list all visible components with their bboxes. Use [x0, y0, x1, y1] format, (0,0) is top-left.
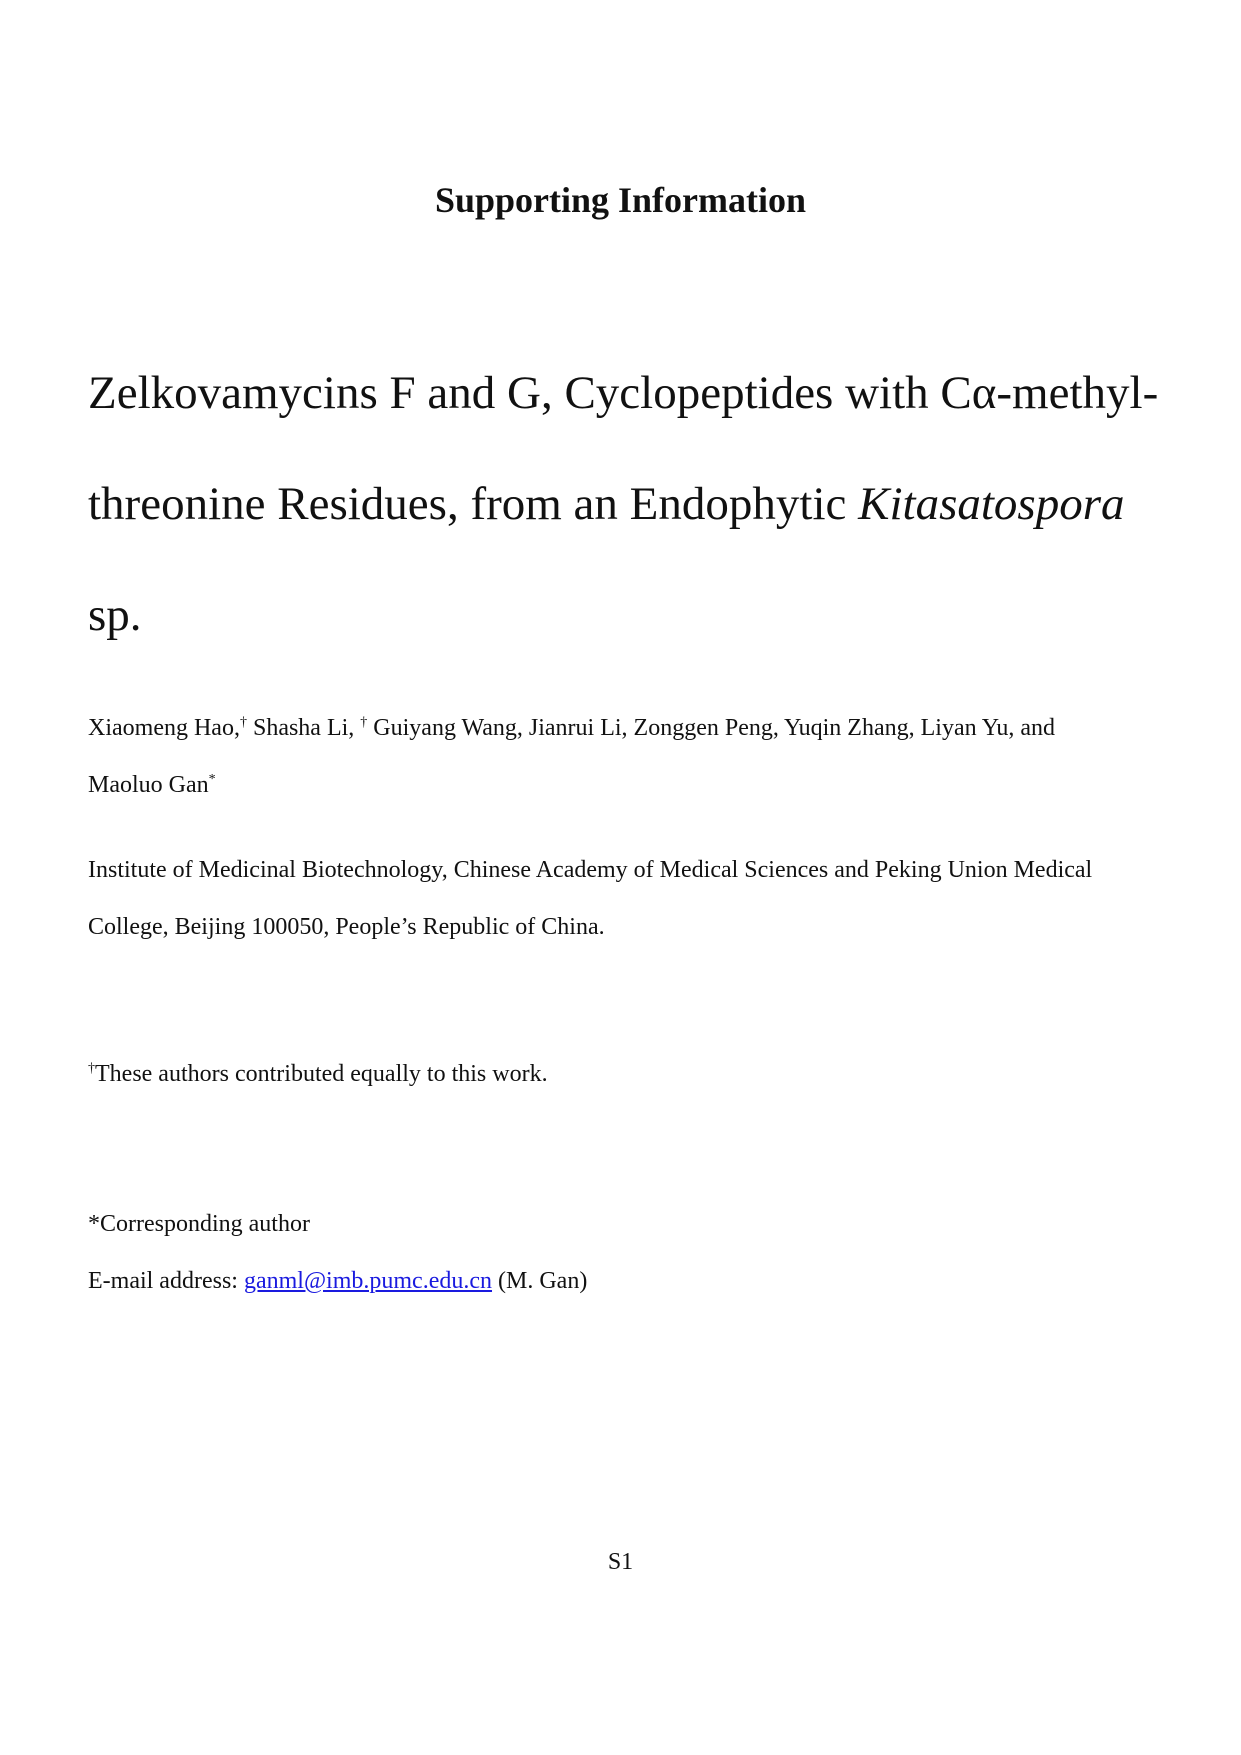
author-hao: Xiaomeng Hao, — [88, 715, 240, 741]
title-line-2-text: threonine Residues, from an Endophytic — [88, 478, 859, 530]
affiliation-line-2: College, Beijing 100050, People’s Republic of China. — [88, 914, 605, 940]
dagger-mark-2: † — [360, 715, 368, 730]
affiliation — [88, 842, 1168, 956]
email-prefix: E-mail address: — [88, 1268, 244, 1294]
title-genus-italic: Kitasatospora — [858, 478, 1125, 530]
author-list — [88, 700, 1168, 814]
title-line-3: sp. — [88, 589, 142, 641]
corresponding-author-label: *Corresponding author — [88, 1211, 310, 1237]
correspondence-block — [88, 1196, 587, 1310]
note-dagger-mark: † — [88, 1061, 95, 1076]
author-li: Shasha Li, — [246, 715, 361, 741]
author-line-1 — [88, 700, 1168, 757]
email-link[interactable]: ganml@imb.pumc.edu.cn — [243, 1268, 493, 1294]
supporting-information-heading: Supporting Information — [434, 180, 807, 220]
equal-contribution-note — [88, 1057, 548, 1091]
email-suffix: (M. Gan) — [492, 1268, 588, 1294]
dagger-mark-1: † — [239, 715, 247, 730]
page-number: S1 — [607, 1549, 634, 1575]
author-line-2 — [88, 757, 1168, 814]
title-line-1: Zelkovamycins F and G, Cyclopeptides with Cα-methyl- — [88, 367, 1159, 419]
note-text: These authors contributed equally to this work. — [95, 1061, 548, 1087]
corresponding-star-mark: * — [208, 772, 216, 787]
title-line-2 — [88, 449, 1168, 560]
author-others: Guiyang Wang, Jianrui Li, Zonggen Peng, Yuqin Zhang, Liyan Yu, and — [367, 715, 1056, 741]
author-gan: Maoluo Gan — [88, 772, 209, 798]
email-line — [88, 1253, 587, 1310]
paper-title — [88, 338, 1168, 671]
affiliation-line-1: Institute of Medicinal Biotechnology, Chinese Academy of Medical Sciences and Peking Union Medical — [88, 857, 1093, 883]
